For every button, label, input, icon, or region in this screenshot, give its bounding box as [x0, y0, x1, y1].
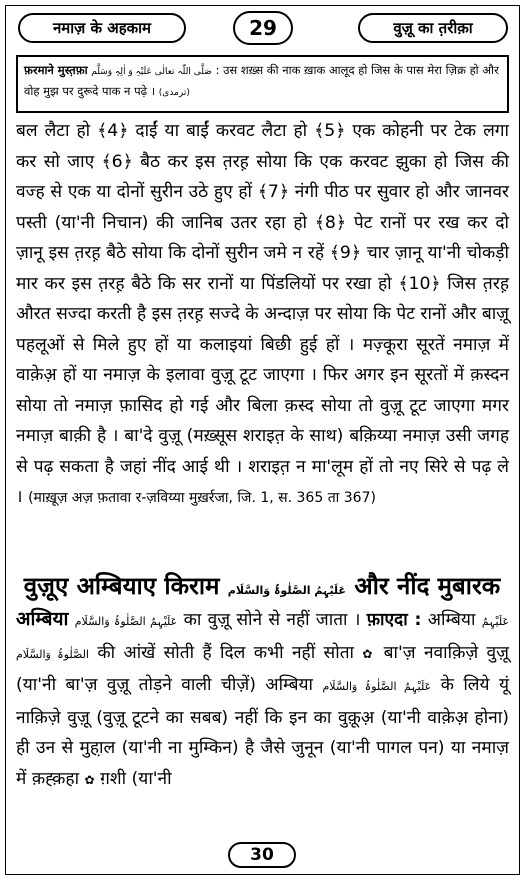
hadith-label: फ़रमाने मुस्त़फ़ा [24, 63, 88, 77]
heading-part-2: और नींद मुबारक [354, 572, 501, 600]
lead-rest: का वुज़ू सोने से नहीं जाता । [183, 610, 361, 630]
flower-ornament-icon: ✿ [84, 772, 95, 787]
heading-part-1: वुज़ूए अम्बियाए किराम [23, 572, 220, 600]
line-3-arabic: عَلَیْہِمُ الصَّلٰوۃُ وَالسَّلَام [322, 680, 432, 693]
line-4-end: ग़शी (या'नी [100, 768, 172, 789]
faida-label: फ़ाएदा : [366, 610, 422, 630]
chapter-title: वुज़ू का त़रीक़ा [358, 13, 508, 43]
hadith-box [16, 55, 509, 113]
hadith-source: (ترمذی) [158, 88, 190, 98]
line-2a: अम्बिया [427, 610, 476, 630]
main-text [16, 116, 509, 514]
book-title: नमाज़ के अहकाम [18, 13, 186, 43]
section-heading [12, 570, 512, 607]
page-number-top: 29 [233, 11, 293, 45]
line-3: बा'ज़ नवाक़िज़े वुज़ू (या'नी बा'ज़ वुज़ू तोड़ने वाली चीज़ें) अम्बिया [16, 642, 509, 695]
hadith-text: : उस शख़्स की नाक ख़ाक आलूद हो जिस के पास मेरा ज़िक्र हो और वोह मुझ पर दुरूदे पाक न पढ़े । [24, 63, 499, 98]
line-4: के लिये यूं नाक़िज़े वुज़ू (वुज़ू टूटने का सबब) नहीं कि इन का वुक़ूअ़ (या'नी वाक़ेअ़ होना) ही उन से मुहा़ल (या'नी ना मुम्किन) है जैसे जुनून (या'नी पागल पन) या नमाज़ में क़ह्क़हा [16, 675, 509, 789]
lead-word: अम्बिया [16, 608, 69, 630]
reference-citation: (माख़ूज़ अज़ फ़तावा र-ज़विय्या मुख़र्रजा, जि. 1, स. 365 ता 367) [28, 490, 376, 506]
flower-ornament-icon: ✿ [362, 646, 376, 661]
heading-arabic: عَلَیْہِمُ الصَّلٰوۃُ وَالسَّلَام [227, 584, 346, 597]
line-2-arabic: عَلَیْہِمُ الصَّلٰوۃُ وَالسَّلَام [16, 615, 510, 661]
section-text [16, 604, 509, 795]
hadith-salutation: صَلَّی اللّٰہ تعالٰی عَلَیْہِ وَ اٰلِہٖ وَسَلَّم [91, 67, 212, 77]
lead-arabic: عَلَیْہِمُ الصَّلٰوۃُ وَالسَّلَام [74, 615, 178, 628]
page-number-bottom: 30 [228, 842, 296, 868]
paragraph-sleep-positions: बल लैटा हो ﴾4﴿ दाईं या बाईं करवट लैटा हो ﴾5﴿ एक कोहनी पर टेक लगा कर सो जाए ﴾6﴿ बैठ कर इस त़रह़ सोया कि एक करवट झुका हो जिस की वज्ह से एक या दोनों सुरीन उठे हुए हों ﴾7﴿ नंगी पीठ पर सुवार हो और जानवर पस्ती (या'नी निचान) की जानिब उतर रहा हो ﴾8﴿ पेट रानों पर रख कर दो ज़ानू इस त़रह़ बैठे सोया कि दोनों सुरीन जमे न रहें ﴾9﴿ चार ज़ानू या'नी चोकड़ी मार कर इस त़रह़ बैठे कि सर रानों या पिंडलियों पर रखा हो ﴾10﴿ जिस त़रह़ औरत सज्दा करती है इस त़रह़ सज्दे के अन्दाज़ पर सोया कि पेट रानों और बाज़ू पहलूओं से मिले हुए हों या कलाइयां बिछी हुई हों । मज़्कूरा सूरतें नमाज़ में वाके़अ़ हों या नमाज़ के इलावा वुज़ू टूट जाएगा । फिर अगर इन सूरतों में क़स्दन सोया तो नमाज़ फ़ासिद हो गई और बिला क़स्द सोया तो वुज़ू टूट जाएगा मगर नमाज़ बाक़ी है । बा'दे वुज़ू (मख़्सूस शराइत़ के साथ) बक़िय्या नमाज़ उसी जगह से पढ़ सकता है जहां नींद आई थी । शराइत़ न मा'लूम हों तो नए सिरे से पढ़ ले । [16, 121, 509, 507]
line-2b: की आंखें सोती हैं दिल कभी नहीं सोता [97, 642, 355, 663]
